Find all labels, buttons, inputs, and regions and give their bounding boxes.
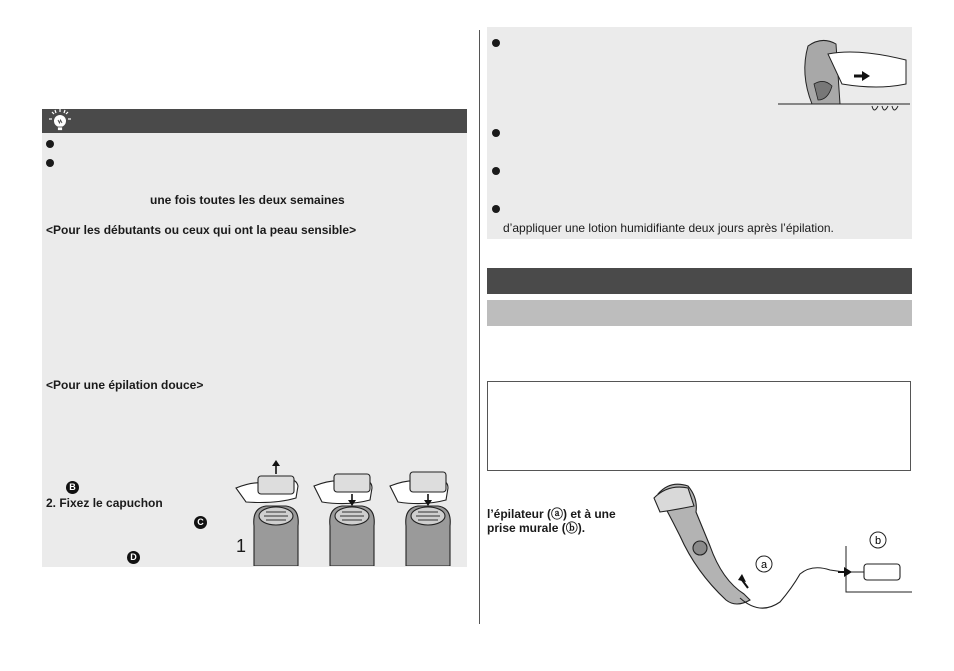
lotion-text: d’appliquer une lotion humidifiante deux jours après l’épilation. — [503, 221, 834, 235]
cap-attach-illustration — [226, 458, 466, 566]
step-attach-cap: 2. Fixez le capuchon — [46, 496, 163, 510]
bullet — [492, 167, 500, 175]
column-divider — [479, 30, 480, 624]
connect-line-1: l’épilateur (ⓐ) et à une — [487, 507, 616, 521]
arrow-up-icon — [738, 574, 748, 588]
power-connection-illustration — [640, 476, 912, 624]
bullet — [492, 39, 500, 47]
lightbulb-tip-icon — [47, 108, 73, 134]
connect-instruction — [487, 507, 616, 535]
marker-b: B — [66, 481, 79, 494]
connect-line-2: prise murale (ⓑ). — [487, 521, 586, 535]
subsection-header-bar — [487, 300, 912, 326]
bullet — [492, 205, 500, 213]
arrow-up-icon — [272, 460, 280, 474]
beginners-heading: <Pour les débutants ou ceux qui ont la peau sensible> — [46, 223, 357, 237]
arrow-right-icon — [838, 567, 852, 577]
figure-number: 1 — [236, 536, 247, 556]
marker-c: C — [194, 516, 207, 529]
bullet — [46, 140, 54, 148]
section-header-bar — [487, 268, 912, 294]
frequency-text: une fois toutes les deux semaines — [150, 193, 345, 207]
caution-box — [487, 381, 911, 471]
tips-header-bar — [42, 109, 467, 133]
gentle-epilation-heading: <Pour une épilation douce> — [46, 378, 204, 392]
label-b: b — [874, 535, 882, 547]
marker-d: D — [127, 551, 140, 564]
label-a: a — [760, 559, 768, 571]
skin-stretch-illustration — [778, 34, 910, 120]
bullet — [492, 129, 500, 137]
bullet — [46, 159, 54, 167]
